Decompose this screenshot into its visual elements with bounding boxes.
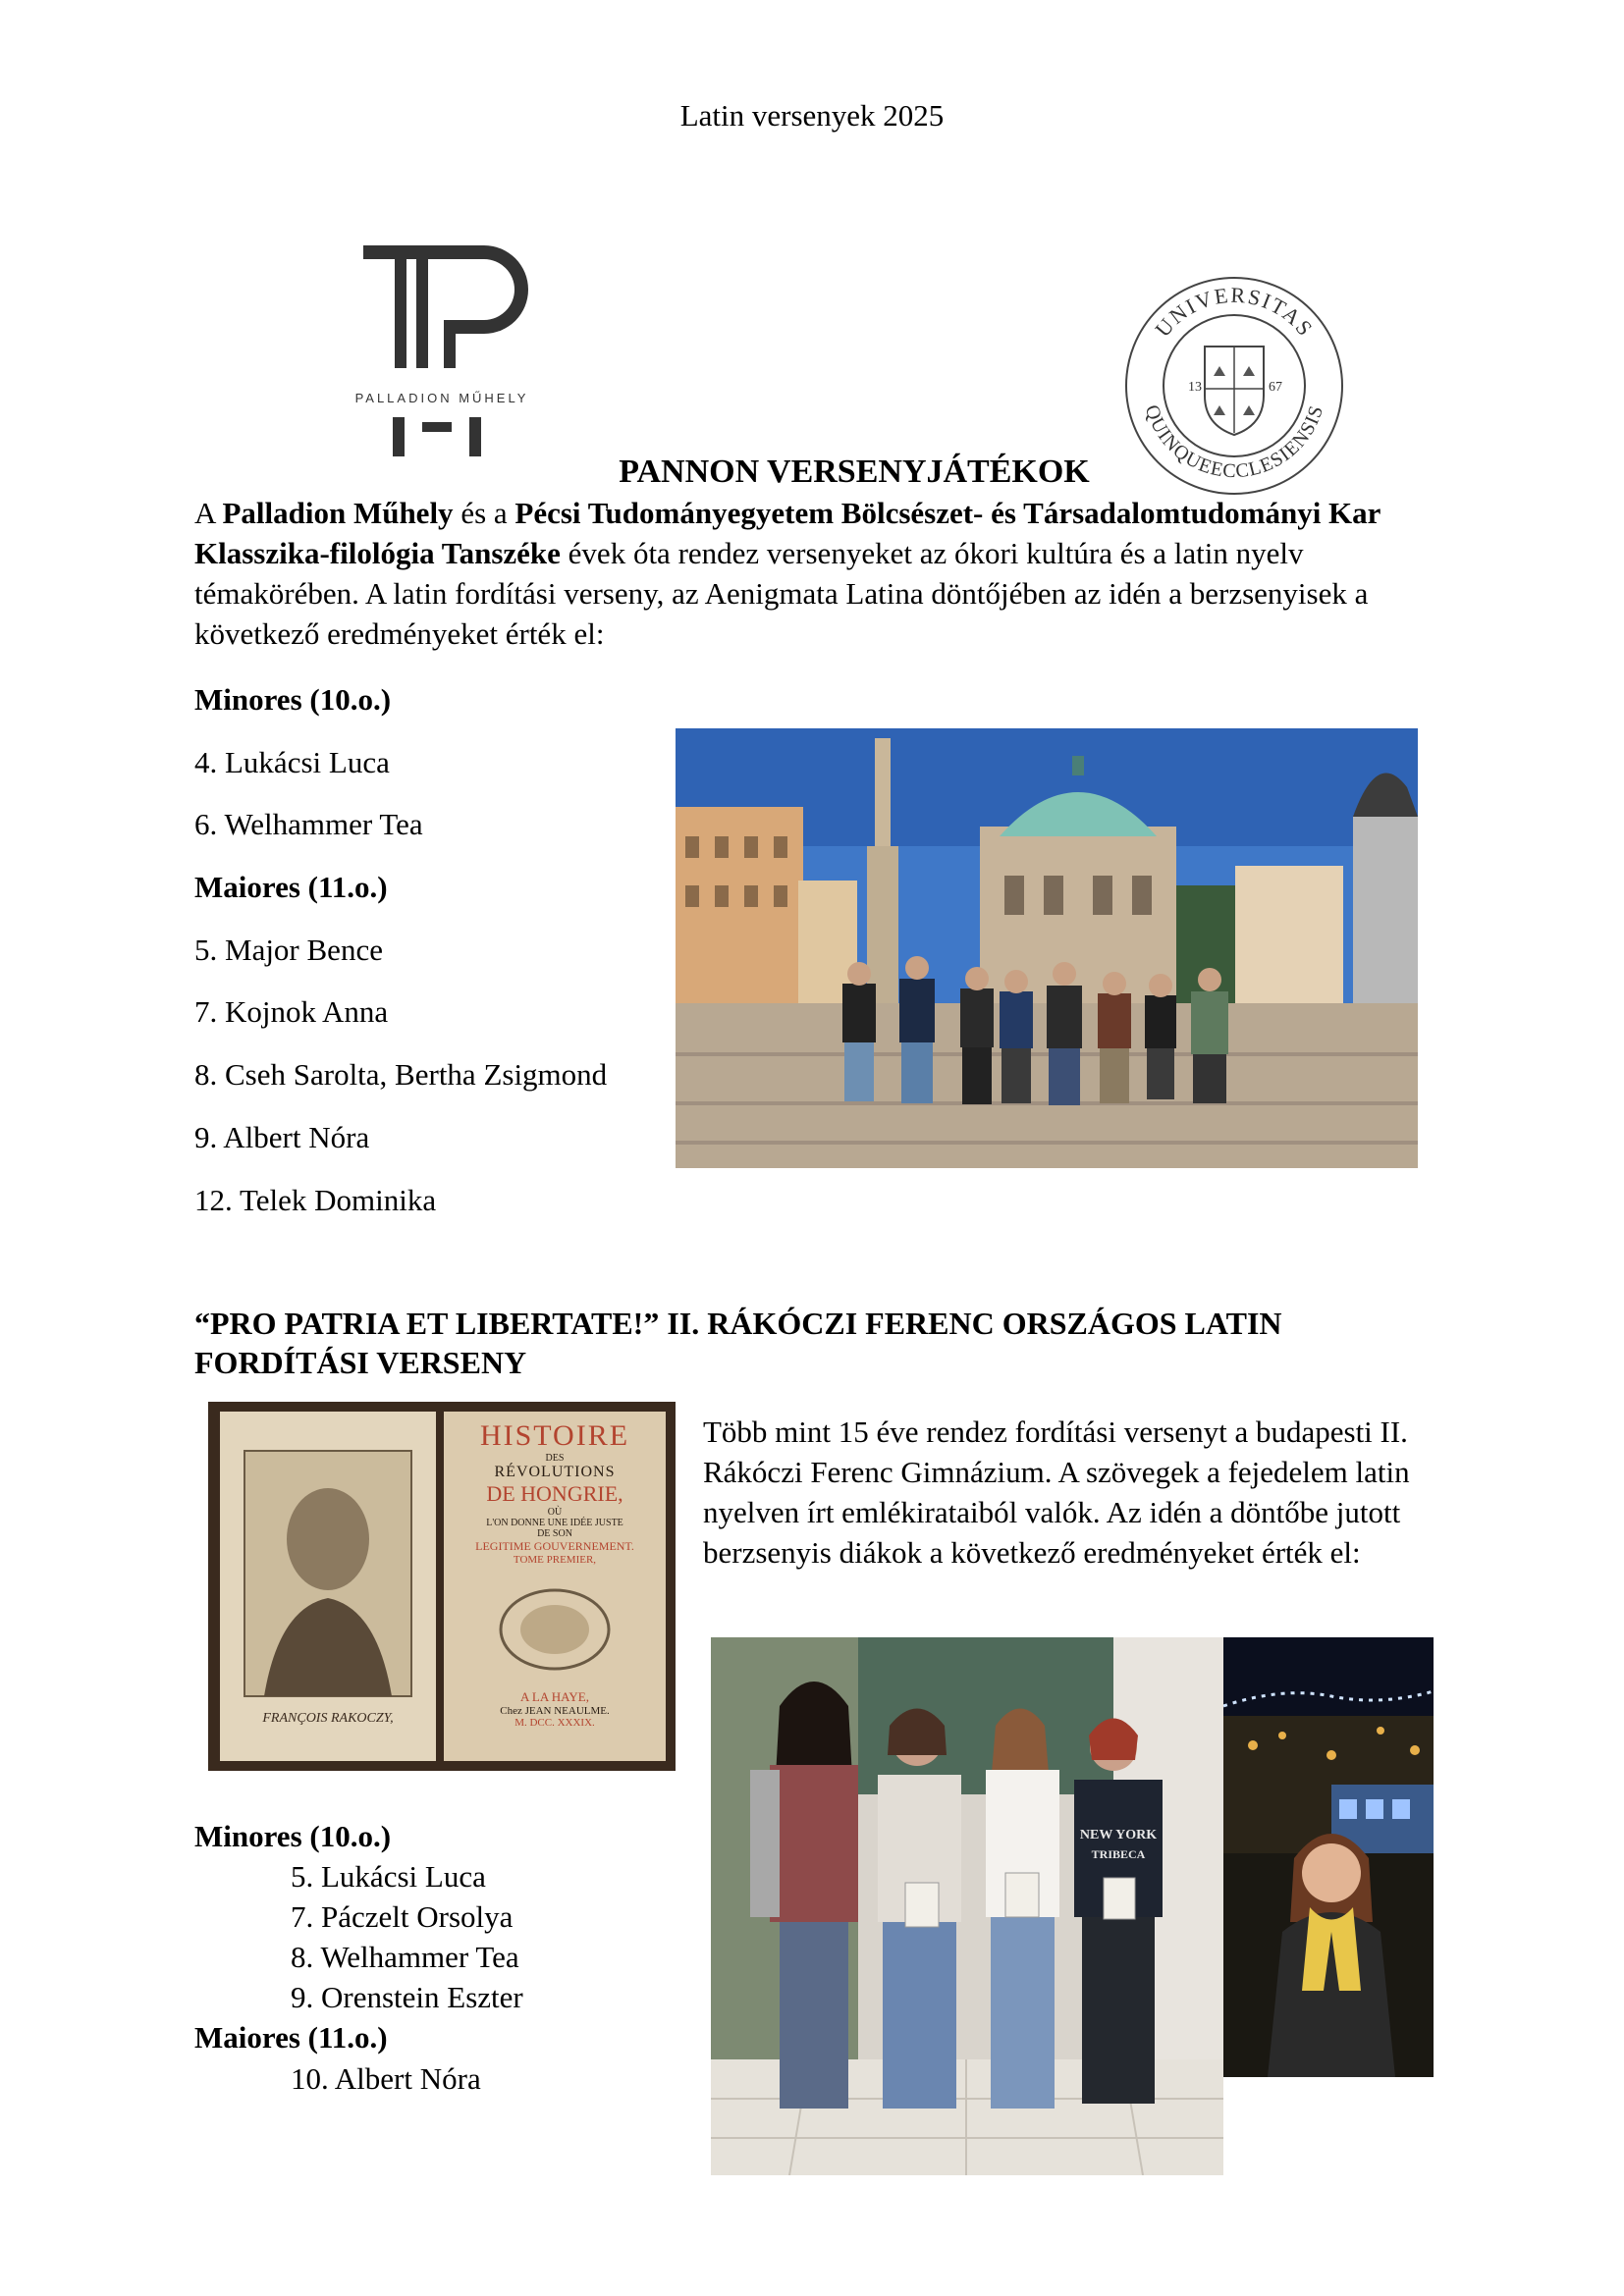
book-tome: TOME PREMIER,: [513, 1554, 597, 1566]
book-title-3: DE HONGRIE,: [486, 1481, 623, 1506]
section2-minores-item: 7. Páczelt Orsolya: [291, 1899, 514, 1934]
section2-minores-label: Minores (10.o.): [194, 1819, 392, 1853]
section1-maiores-item: 8. Cseh Sarolta, Bertha Zsigmond: [194, 1057, 608, 1092]
palladion-logo: [324, 245, 560, 461]
section2-title-line2: FORDÍTÁSI VERSENY: [194, 1345, 527, 1380]
shirt-text-2: TRIBECA: [1091, 1847, 1146, 1861]
section2-title-line1: “PRO PATRIA ET LIBERTATE!” II. RÁKÓCZI FERENC ORSZÁGOS LATIN: [194, 1306, 1282, 1341]
book-place: A LA HAYE,: [520, 1689, 589, 1704]
section2-minores-item: 9. Orenstein Eszter: [291, 1980, 523, 2014]
section1-maiores-item: 7. Kojnok Anna: [194, 994, 389, 1029]
section2-minores-item: 5. Lukácsi Luca: [291, 1859, 486, 1894]
section1-title: PANNON VERSENYJÁTÉKOK: [619, 454, 1090, 490]
book-year: M. DCC. XXXIX.: [514, 1717, 595, 1729]
book-ou: OÙ: [547, 1507, 563, 1518]
section1-maiores-label: Maiores (11.o.): [194, 870, 388, 904]
section2-maiores-item: 10. Albert Nóra: [291, 2061, 481, 2096]
book-line-2: DE SON: [537, 1528, 572, 1539]
section2-minores-item: 8. Welhammer Tea: [291, 1940, 519, 1974]
seal-year-left: 13: [1188, 380, 1202, 395]
group-photo-pecs: [676, 728, 1418, 1168]
section1-minores-item: 4. Lukácsi Luca: [194, 745, 390, 779]
seal-bottom-text: QUINQUEECCLESIENSIS: [1140, 401, 1328, 483]
section1-maiores-item: 9. Albert Nóra: [194, 1120, 370, 1154]
book-des: DES: [545, 1453, 565, 1464]
book-line-1: L'ON DONNE UNE IDÉE JUSTE: [486, 1518, 623, 1528]
section2-intro: Több mint 15 éve rendez fordítási versenyt a budapesti II. Rákóczi Ferenc Gimnázium. A szövegek a fejedelem latin nyelven írt emlékirataiból valók. Az idén a döntőbe jutott berzsenyis diákok a következő eredményeket érték el:: [703, 1415, 1410, 1570]
book-publisher: Chez JEAN NEAULME.: [500, 1705, 610, 1717]
page-header: Latin versenyek 2025: [679, 98, 945, 133]
seal-top-text: UNIVERSITAS: [1150, 282, 1319, 342]
section1-minores-item: 6. Welhammer Tea: [194, 807, 423, 841]
section2-maiores-label: Maiores (11.o.): [194, 2020, 388, 2055]
section1-minores-label: Minores (10.o.): [194, 682, 392, 717]
palladion-logo-text: PALLADION MŰHELY: [354, 391, 529, 405]
section1-intro: A Palladion Műhely és a Pécsi Tudományegyetem Bölcsészet- és Társadalomtudományi Kar Klasszika-filológia Tanszéke évek óta rendez versenyeket az ókori kultúra és a latin nyelv témakörében. A latin fordítási verseny, az Aenigmata Latina döntőjében az idén a berzsenyisek a következő eredményeket érték el:: [194, 496, 1380, 651]
shirt-text-1: NEW YORK: [1079, 1828, 1158, 1842]
book-line-3: LEGITIME GOUVERNEMENT.: [475, 1539, 634, 1553]
night-photo: [1223, 1637, 1434, 2077]
book-photo: [208, 1402, 676, 1771]
book-title-1: HISTOIRE: [479, 1419, 630, 1452]
section1-maiores-item: 5. Major Bence: [194, 933, 383, 967]
seal-year-right: 67: [1269, 380, 1282, 395]
portrait-caption: FRANÇOIS RAKOCZY,: [262, 1711, 394, 1726]
book-title-2: RÉVOLUTIONS: [494, 1464, 616, 1480]
section1-maiores-item: 12. Telek Dominika: [194, 1183, 437, 1217]
group-photo-students: [711, 1637, 1223, 2175]
svg-text:UNIVERSITAS: [1150, 283, 1318, 342]
